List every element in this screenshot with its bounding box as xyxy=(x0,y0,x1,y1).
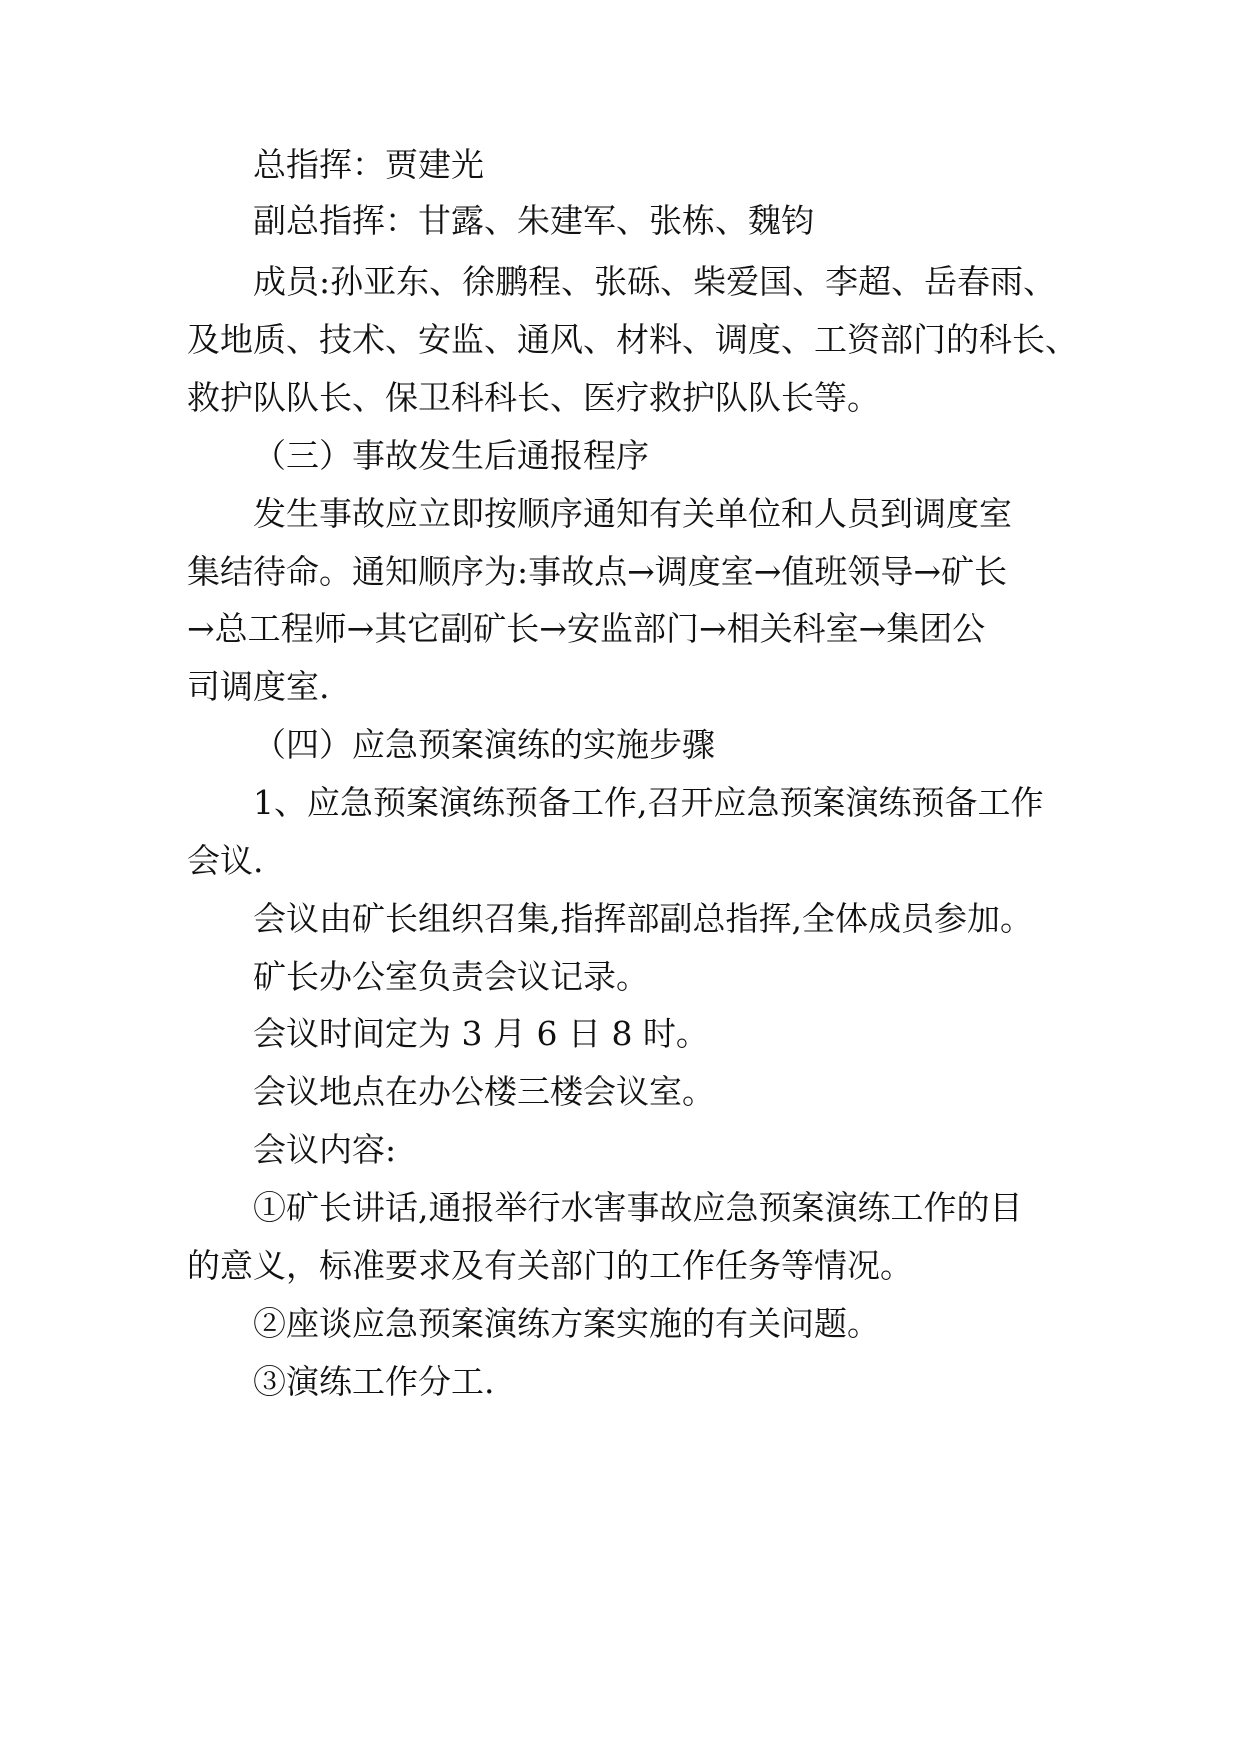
paragraph-line: →总工程师→其它副矿长→安监部门→相关科室→集团公 xyxy=(187,609,986,648)
commander-line: 总指挥：贾建光 xyxy=(253,145,484,184)
paragraph-line: 会议时间定为 3 月 6 日 8 时。 xyxy=(253,1014,709,1053)
members-line: 成员:孙亚东、徐鹏程、张砾、柴爱国、李超、岳春雨、 xyxy=(253,262,1057,301)
section-heading-three: （三）事故发生后通报程序 xyxy=(253,436,649,475)
paragraph-line: 发生事故应立即按顺序通知有关单位和人员到调度室 xyxy=(253,494,1012,533)
members-continuation-line: 及地质、技术、安监、通风、材料、调度、工资部门的科长、 xyxy=(187,320,1078,359)
paragraph-line: 会议地点在办公楼三楼会议室。 xyxy=(253,1072,715,1111)
list-item-continuation-line: 的意义，标准要求及有关部门的工作任务等情况。 xyxy=(187,1246,913,1285)
list-item-line: ②座谈应急预案演练方案实施的有关问题。 xyxy=(253,1304,880,1343)
deputy-commander-line: 副总指挥：甘露、朱建军、张栋、魏钧 xyxy=(253,201,814,240)
members-continuation-line: 救护队队长、保卫科科长、医疗救护队队长等。 xyxy=(187,378,880,417)
list-item-line: ①矿长讲话,通报举行水害事故应急预案演练工作的目 xyxy=(253,1188,1023,1227)
paragraph-line: 司调度室. xyxy=(187,667,330,706)
paragraph-line: 集结待命。通知顺序为:事故点→调度室→值班领导→矿长 xyxy=(187,552,1008,591)
paragraph-line: 会议由矿长组织召集,指挥部副总指挥,全体成员参加。 xyxy=(253,899,1033,938)
list-item-line: ③演练工作分工. xyxy=(253,1362,495,1401)
section-heading-four: （四）应急预案演练的实施步骤 xyxy=(253,725,715,764)
paragraph-line: 1、应急预案演练预备工作,召开应急预案演练预备工作 xyxy=(253,783,1044,822)
paragraph-line: 会议内容: xyxy=(253,1130,397,1169)
paragraph-line: 矿长办公室负责会议记录。 xyxy=(253,957,649,996)
paragraph-line: 会议. xyxy=(187,841,264,880)
